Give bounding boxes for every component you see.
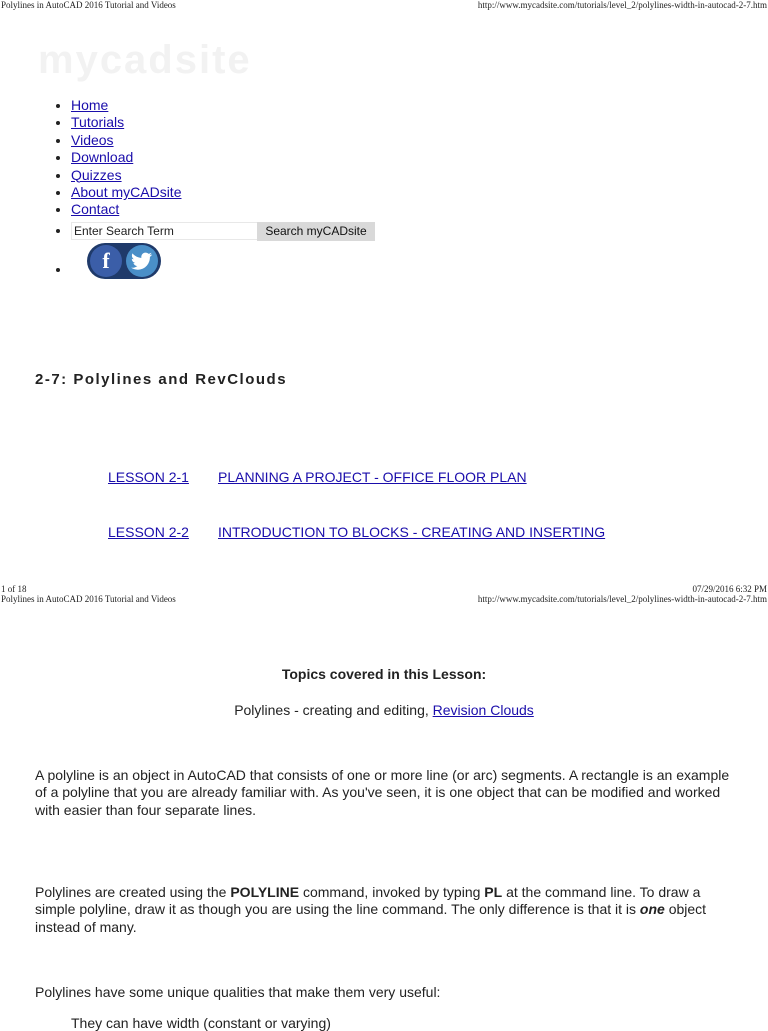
nav-link-download[interactable]: Download [71, 149, 134, 166]
pdf-header-url: http://www.mycadsite.com/tutorials/level_2/polylines-width-in-autocad-2-7.htm [477, 594, 767, 604]
paragraph-qualities: Polylines have some unique qualities that make them very useful: [35, 984, 441, 1000]
nav-item-search [71, 222, 375, 241]
twitter-icon[interactable] [126, 245, 158, 277]
paragraph-intro: A polyline is an object in AutoCAD that consists of one or more line (or arc) segments. A rectangle is an example of a polyline that you are already familiar with. As you've seen, it is one object that can be modified and worked with easier than four separate lines. [35, 767, 730, 818]
nav-link-tutorials[interactable]: Tutorials [71, 114, 125, 131]
search-input[interactable] [71, 222, 257, 240]
main-nav [28, 97, 375, 287]
topics-heading: Topics covered in this Lesson: [281, 666, 487, 682]
pdf-header [0, 0, 768, 12]
nav-link-home[interactable]: Home [71, 97, 109, 113]
topics-text: Polylines - creating and editing, [234, 702, 433, 718]
emphasis-one: one [639, 901, 665, 918]
revision-clouds-link[interactable]: Revision Clouds [432, 702, 534, 718]
nav-item-contact [71, 201, 375, 218]
lesson-row [108, 524, 605, 540]
nav-link-quizzes[interactable]: Quizzes [71, 166, 122, 183]
twitter-bird-glyph [131, 252, 153, 270]
lesson-code-link[interactable]: LESSON 2-1 [108, 469, 189, 485]
pdf-header [0, 594, 768, 606]
text-segment: Polylines are created using the [35, 884, 231, 900]
nav-item-home [71, 97, 375, 114]
nav-item-social [71, 249, 375, 287]
command-alias: PL [484, 884, 503, 900]
search-form [71, 222, 375, 241]
pdf-page-number: 1 of 18 [1, 584, 27, 594]
paragraph-command [35, 884, 733, 936]
text-segment: object instead of many. [35, 901, 707, 935]
facebook-icon[interactable]: • f [90, 245, 122, 277]
nav-item-videos [71, 132, 375, 149]
nav-item-download [71, 149, 375, 166]
page-title: 2-7: Polylines and RevClouds [35, 371, 288, 388]
lesson-title-link[interactable]: PLANNING A PROJECT - OFFICE FLOOR PLAN [218, 469, 527, 485]
nav-item-tutorials [71, 114, 375, 131]
pdf-header-url: http://www.mycadsite.com/tutorials/level_2/polylines-width-in-autocad-2-7.htm [477, 0, 767, 10]
nav-link-videos[interactable]: Videos [71, 131, 114, 148]
site-logo[interactable]: mycadsite [38, 38, 252, 82]
pdf-footer-datetime: 07/29/2016 6:32 PM [692, 584, 767, 594]
nav-item-quizzes [71, 167, 375, 184]
lesson-row [108, 469, 527, 485]
pdf-header-title: Polylines in AutoCAD 2016 Tutorial and Videos [1, 0, 176, 10]
nav-link-contact[interactable]: Contact [71, 201, 120, 218]
nav-link-about[interactable]: About myCADsite [71, 184, 182, 201]
search-button[interactable]: • Search myCADsite [257, 222, 375, 241]
text-segment: command, invoked by typing [299, 884, 485, 900]
social-links [87, 243, 161, 279]
list-item: They can have width (constant or varying) [71, 1015, 331, 1031]
text-segment: at the command line. To draw a simple polyline, draw it as though you are using the line command. The only difference is that it is [35, 884, 701, 918]
nav-item-about [71, 184, 375, 201]
lesson-title-link[interactable]: INTRODUCTION TO BLOCKS - CREATING AND INSERTING [218, 524, 606, 540]
topics-line [0, 702, 768, 718]
lesson-code-link[interactable]: LESSON 2-2 [108, 524, 189, 540]
command-name: POLYLINE [230, 884, 300, 900]
pdf-header-title: Polylines in AutoCAD 2016 Tutorial and Videos [1, 594, 176, 604]
